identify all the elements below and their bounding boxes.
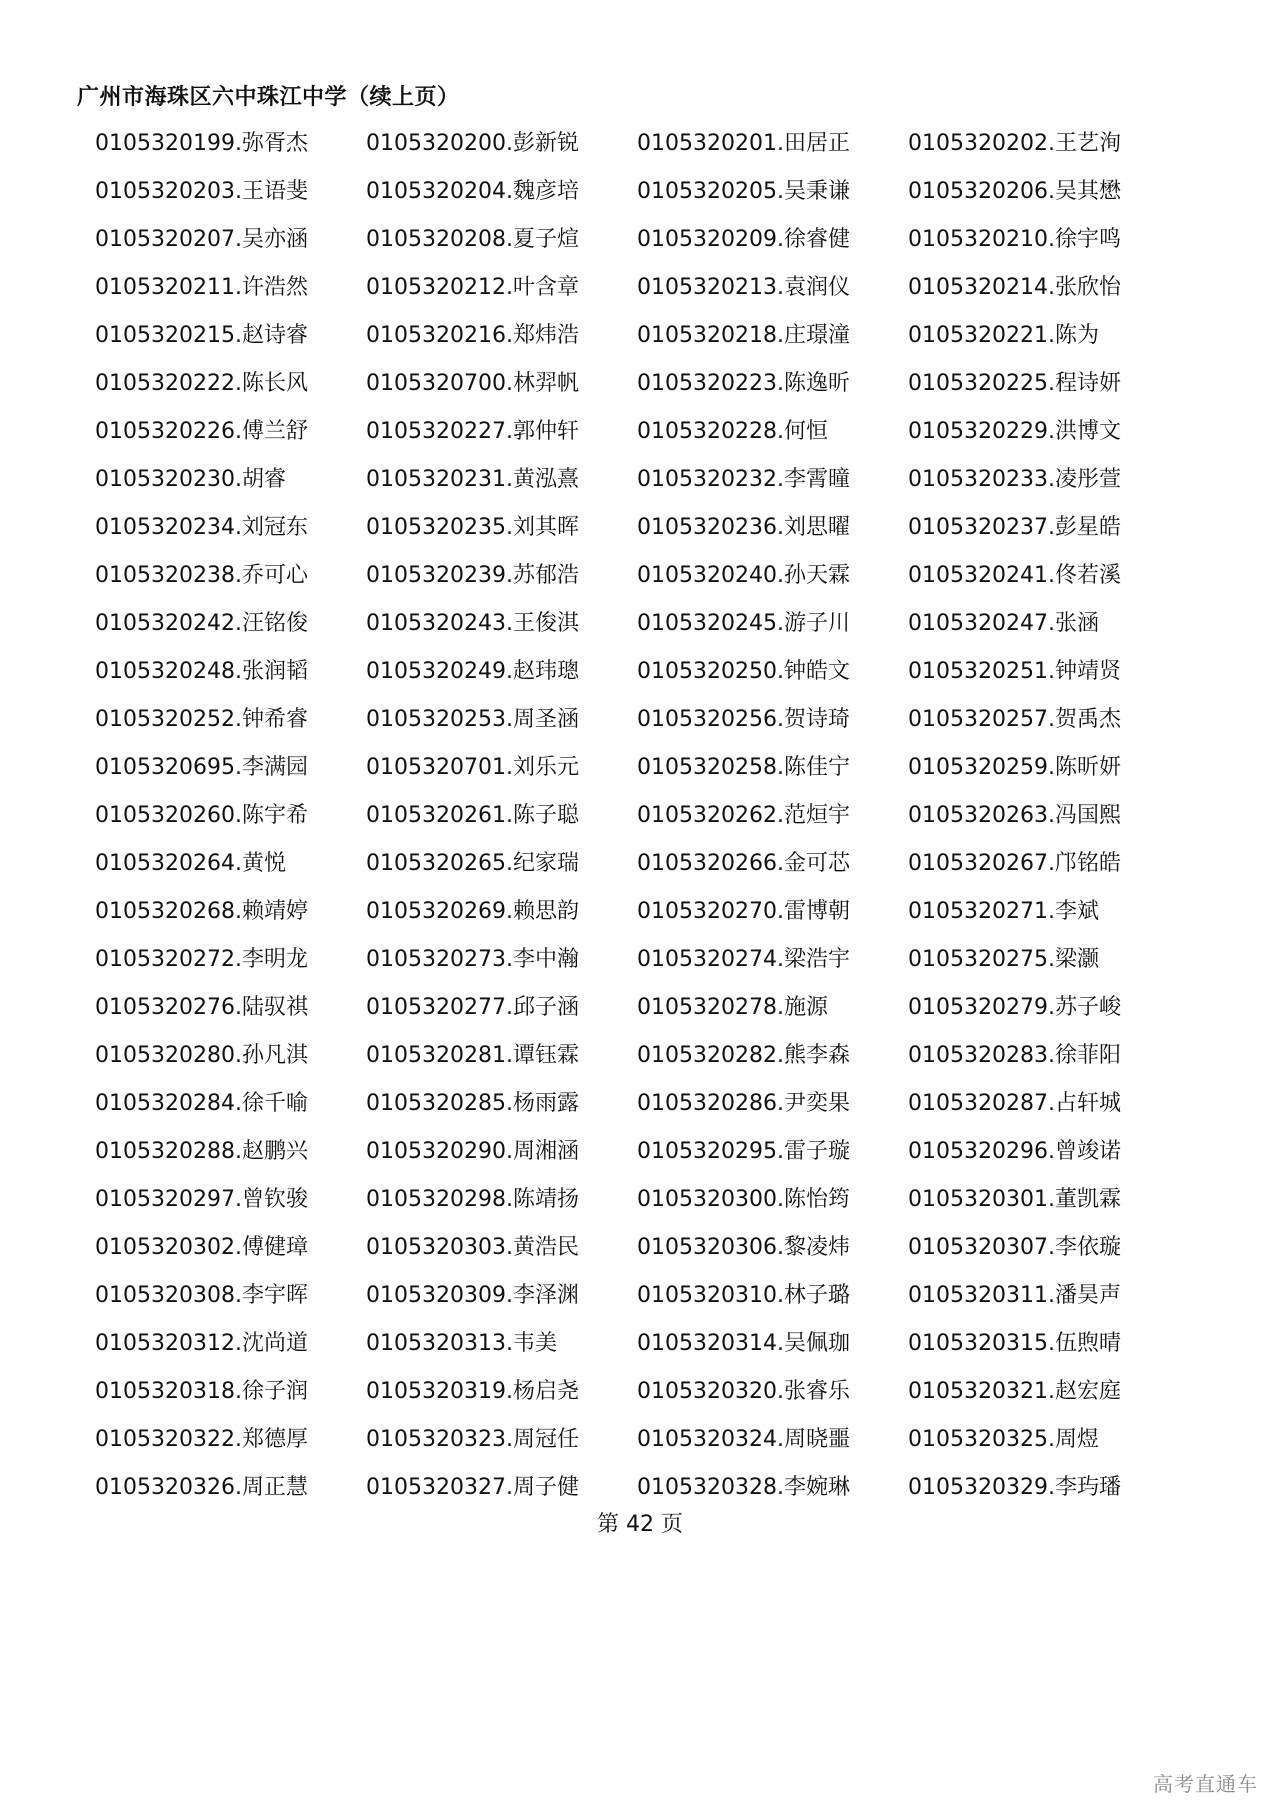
student-entry: 0105320252.钟希睿 [95, 707, 308, 732]
student-entry: 0105320695.李满园 [95, 755, 308, 780]
student-entry: 0105320227.郭仲轩 [366, 419, 579, 444]
student-entry: 0105320267.邝铭皓 [908, 851, 1121, 876]
student-entry: 0105320218.庄璟潼 [637, 323, 850, 348]
student-entry: 0105320318.徐子润 [95, 1379, 308, 1404]
student-entry: 0105320308.李宇晖 [95, 1283, 308, 1308]
student-entry: 0105320200.彭新锐 [366, 131, 579, 156]
student-entry: 0105320270.雷博朝 [637, 899, 850, 924]
student-entry: 0105320326.周正慧 [95, 1475, 308, 1500]
student-entry: 0105320310.林子璐 [637, 1283, 850, 1308]
student-entry: 0105320313.韦美 [366, 1331, 557, 1356]
student-entry: 0105320237.彭星皓 [908, 515, 1121, 540]
student-entry: 0105320248.张润韬 [95, 659, 308, 684]
student-entry: 0105320272.李明龙 [95, 947, 308, 972]
student-entry: 0105320231.黄泓熹 [366, 467, 579, 492]
student-entry: 0105320257.贺禹杰 [908, 707, 1121, 732]
student-entry: 0105320320.张睿乐 [637, 1379, 850, 1404]
student-entry: 0105320247.张涵 [908, 611, 1099, 636]
student-entry: 0105320300.陈怡筠 [637, 1187, 850, 1212]
student-entry: 0105320241.佟若溪 [908, 563, 1121, 588]
student-entry: 0105320199.弥胥杰 [95, 131, 308, 156]
student-entry: 0105320281.谭钰霖 [366, 1043, 579, 1068]
student-entry: 0105320298.陈靖扬 [366, 1187, 579, 1212]
student-entry: 0105320274.梁浩宇 [637, 947, 850, 972]
student-entry: 0105320221.陈为 [908, 323, 1099, 348]
student-entry: 0105320285.杨雨露 [366, 1091, 579, 1116]
student-entry: 0105320315.伍煦晴 [908, 1331, 1121, 1356]
student-entry: 0105320296.曾竣诺 [908, 1139, 1121, 1164]
school-heading: 广州市海珠区六中珠江中学（续上页） [77, 85, 460, 110]
student-entry: 0105320250.钟皓文 [637, 659, 850, 684]
student-entry: 0105320322.郑德厚 [95, 1427, 308, 1452]
student-entry: 0105320222.陈长风 [95, 371, 308, 396]
student-entry: 0105320265.纪家瑞 [366, 851, 579, 876]
student-entry: 0105320321.赵宏庭 [908, 1379, 1121, 1404]
student-entry: 0105320213.袁润仪 [637, 275, 850, 300]
student-entry: 0105320306.黎凌炜 [637, 1235, 850, 1260]
student-entry: 0105320323.周冠任 [366, 1427, 579, 1452]
student-entry: 0105320235.刘其晖 [366, 515, 579, 540]
student-entry: 0105320311.潘昊声 [908, 1283, 1121, 1308]
student-entry: 0105320288.赵鹏兴 [95, 1139, 308, 1164]
student-entry: 0105320309.李泽渊 [366, 1283, 579, 1308]
student-entry: 0105320226.傅兰舒 [95, 419, 308, 444]
student-entry: 0105320266.金可芯 [637, 851, 850, 876]
watermark: 高考直通车 [1153, 1772, 1258, 1796]
student-entry: 0105320228.何恒 [637, 419, 828, 444]
student-entry: 0105320204.魏彦培 [366, 179, 579, 204]
student-entry: 0105320277.邱子涵 [366, 995, 579, 1020]
student-entry: 0105320233.凌彤萱 [908, 467, 1121, 492]
student-entry: 0105320229.洪博文 [908, 419, 1121, 444]
student-entry: 0105320295.雷子璇 [637, 1139, 850, 1164]
student-entry: 0105320329.李玙璠 [908, 1475, 1121, 1500]
student-entry: 0105320290.周湘涵 [366, 1139, 579, 1164]
student-entry: 0105320258.陈佳宁 [637, 755, 850, 780]
student-entry: 0105320701.刘乐元 [366, 755, 579, 780]
student-entry: 0105320276.陆驭祺 [95, 995, 308, 1020]
student-entry: 0105320269.赖思韵 [366, 899, 579, 924]
student-entry: 0105320312.沈尚道 [95, 1331, 308, 1356]
student-entry: 0105320243.王俊淇 [366, 611, 579, 636]
student-entry: 0105320307.李依璇 [908, 1235, 1121, 1260]
student-entry: 0105320282.熊李森 [637, 1043, 850, 1068]
student-entry: 0105320212.叶含章 [366, 275, 579, 300]
student-entry: 0105320319.杨启尧 [366, 1379, 579, 1404]
student-entry: 0105320234.刘冠东 [95, 515, 308, 540]
student-entry: 0105320260.陈宇希 [95, 803, 308, 828]
student-entry: 0105320230.胡睿 [95, 467, 286, 492]
student-entry: 0105320262.范烜宇 [637, 803, 850, 828]
student-entry: 0105320263.冯国熙 [908, 803, 1121, 828]
student-entry: 0105320314.吴佩珈 [637, 1331, 850, 1356]
student-entry: 0105320214.张欣怡 [908, 275, 1121, 300]
student-entry: 0105320303.黄浩民 [366, 1235, 579, 1260]
student-entry: 0105320256.贺诗琦 [637, 707, 850, 732]
student-entry: 0105320239.苏郁浩 [366, 563, 579, 588]
student-entry: 0105320286.尹奕果 [637, 1091, 850, 1116]
student-entry: 0105320210.徐宇鸣 [908, 227, 1121, 252]
student-entry: 0105320327.周子健 [366, 1475, 579, 1500]
student-entry: 0105320242.汪铭俊 [95, 611, 308, 636]
student-entry: 0105320201.田居正 [637, 131, 850, 156]
student-entry: 0105320268.赖靖婷 [95, 899, 308, 924]
student-entry: 0105320279.苏子峻 [908, 995, 1121, 1020]
student-entry: 0105320302.傅健璋 [95, 1235, 308, 1260]
student-entry: 0105320325.周煜 [908, 1427, 1099, 1452]
student-entry: 0105320328.李婉琳 [637, 1475, 850, 1500]
student-entry: 0105320236.刘思曜 [637, 515, 850, 540]
student-entry: 0105320253.周圣涵 [366, 707, 579, 732]
student-entry: 0105320287.占轩城 [908, 1091, 1121, 1116]
student-entry: 0105320271.李斌 [908, 899, 1099, 924]
student-entry: 0105320301.董凯霖 [908, 1187, 1121, 1212]
student-entry: 0105320324.周晓噩 [637, 1427, 850, 1452]
student-entry: 0105320297.曾钦骏 [95, 1187, 308, 1212]
student-entry: 0105320264.黄悦 [95, 851, 286, 876]
student-entry: 0105320211.许浩然 [95, 275, 308, 300]
student-entry: 0105320284.徐千喻 [95, 1091, 308, 1116]
student-entry: 0105320251.钟靖贤 [908, 659, 1121, 684]
page-number: 第 42 页 [597, 1512, 683, 1537]
student-entry: 0105320261.陈子聪 [366, 803, 579, 828]
student-entry: 0105320245.游子川 [637, 611, 850, 636]
student-entry: 0105320223.陈逸昕 [637, 371, 850, 396]
student-entry: 0105320238.乔可心 [95, 563, 308, 588]
student-entry: 0105320203.王语斐 [95, 179, 308, 204]
student-entry: 0105320206.吴其懋 [908, 179, 1121, 204]
student-entry: 0105320275.梁灏 [908, 947, 1099, 972]
student-entry: 0105320278.施源 [637, 995, 828, 1020]
student-entry: 0105320700.林羿帆 [366, 371, 579, 396]
student-entry: 0105320207.吴亦涵 [95, 227, 308, 252]
student-entry: 0105320273.李中瀚 [366, 947, 579, 972]
student-entry: 0105320215.赵诗睿 [95, 323, 308, 348]
student-entry: 0105320240.孙天霖 [637, 563, 850, 588]
student-entry: 0105320209.徐睿健 [637, 227, 850, 252]
student-list [95, 120, 1195, 1512]
student-entry: 0105320225.程诗妍 [908, 371, 1121, 396]
student-entry: 0105320249.赵玮璁 [366, 659, 579, 684]
student-entry: 0105320205.吴秉谦 [637, 179, 850, 204]
student-entry: 0105320202.王艺洵 [908, 131, 1121, 156]
student-entry: 0105320208.夏子煊 [366, 227, 579, 252]
student-entry: 0105320259.陈昕妍 [908, 755, 1121, 780]
student-entry: 0105320283.徐菲阳 [908, 1043, 1121, 1068]
student-entry: 0105320216.郑炜浩 [366, 323, 579, 348]
student-entry: 0105320280.孙凡淇 [95, 1043, 308, 1068]
student-entry: 0105320232.李霄曈 [637, 467, 850, 492]
